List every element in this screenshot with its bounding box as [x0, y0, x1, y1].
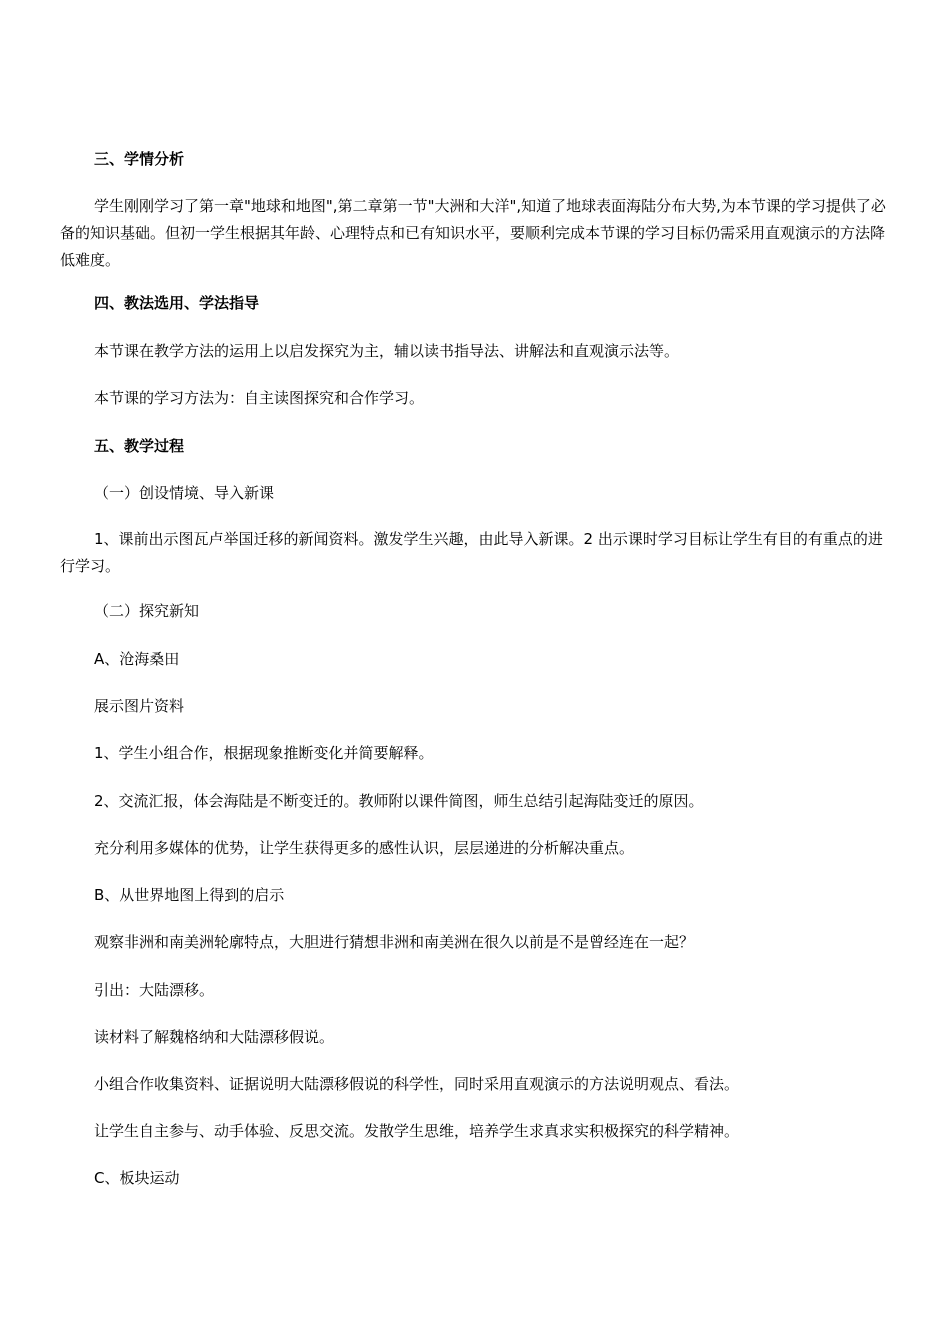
part-a-line-1: 展示图片资料: [94, 697, 185, 715]
section-5-subheading-2: （二）探究新知: [94, 602, 200, 620]
part-b-heading: B、从世界地图上得到的启示: [94, 886, 285, 904]
section-4-heading: 四、教法选用、学法指导: [94, 294, 260, 312]
part-c-heading: C、板块运动: [94, 1169, 180, 1187]
part-b-line-4: 小组合作收集资料、证据说明大陆漂移假说的科学性，同时采用直观演示的方法说明观点、看法。: [94, 1075, 740, 1093]
section-3-heading: 三、学情分析: [94, 150, 185, 168]
section-5-heading: 五、教学过程: [94, 437, 185, 455]
part-a-line-3: 2、交流汇报，体会海陆是不断变迁的。教师附以课件简图，师生总结引起海陆变迁的原因。: [94, 792, 704, 810]
section-3-paragraph: 学生刚刚学习了第一章"地球和地图",第二章第一节"大洲和大洋",知道了地球表面海陆分布大势,为本节课的学习提供了必备的知识基础。但初一学生根据其年龄、心理特点和已有知识水平，要顺利完成本节课的学习目标仍需采用直观演示的方法降低难度。: [60, 197, 886, 269]
part-a-line-2: 1、学生小组合作，根据现象推断变化并简要解释。: [94, 744, 434, 762]
section-4-paragraph-2: 本节课的学习方法为：自主读图探究和合作学习。: [94, 389, 425, 407]
part-b-line-5: 让学生自主参与、动手体验、反思交流。发散学生思维，培养学生求真求实积极探究的科学精神。: [94, 1122, 740, 1140]
section-4-paragraph-1: 本节课在教学方法的运用上以启发探究为主，辅以读书指导法、讲解法和直观演示法等。: [94, 342, 680, 360]
part-b-line-3: 读材料了解魏格纳和大陆漂移假说。: [94, 1028, 335, 1046]
part-a-heading: A、沧海桑田: [94, 650, 180, 668]
section-5-paragraph-1: 1、课前出示图瓦卢举国迁移的新闻资料。激发学生兴趣，由此导入新课。2 出示课时学习目标让学生有目的有重点的进行学习。: [60, 530, 883, 575]
part-b-line-2: 引出：大陆漂移。: [94, 981, 215, 999]
part-a-line-4: 充分利用多媒体的优势，让学生获得更多的感性认识，层层递进的分析解决重点。: [94, 839, 635, 857]
part-b-line-1: 观察非洲和南美洲轮廓特点，大胆进行猜想非洲和南美洲在很久以前是不是曾经连在一起？: [94, 933, 695, 951]
section-5-subheading-1: （一）创设情境、导入新课: [94, 484, 275, 502]
